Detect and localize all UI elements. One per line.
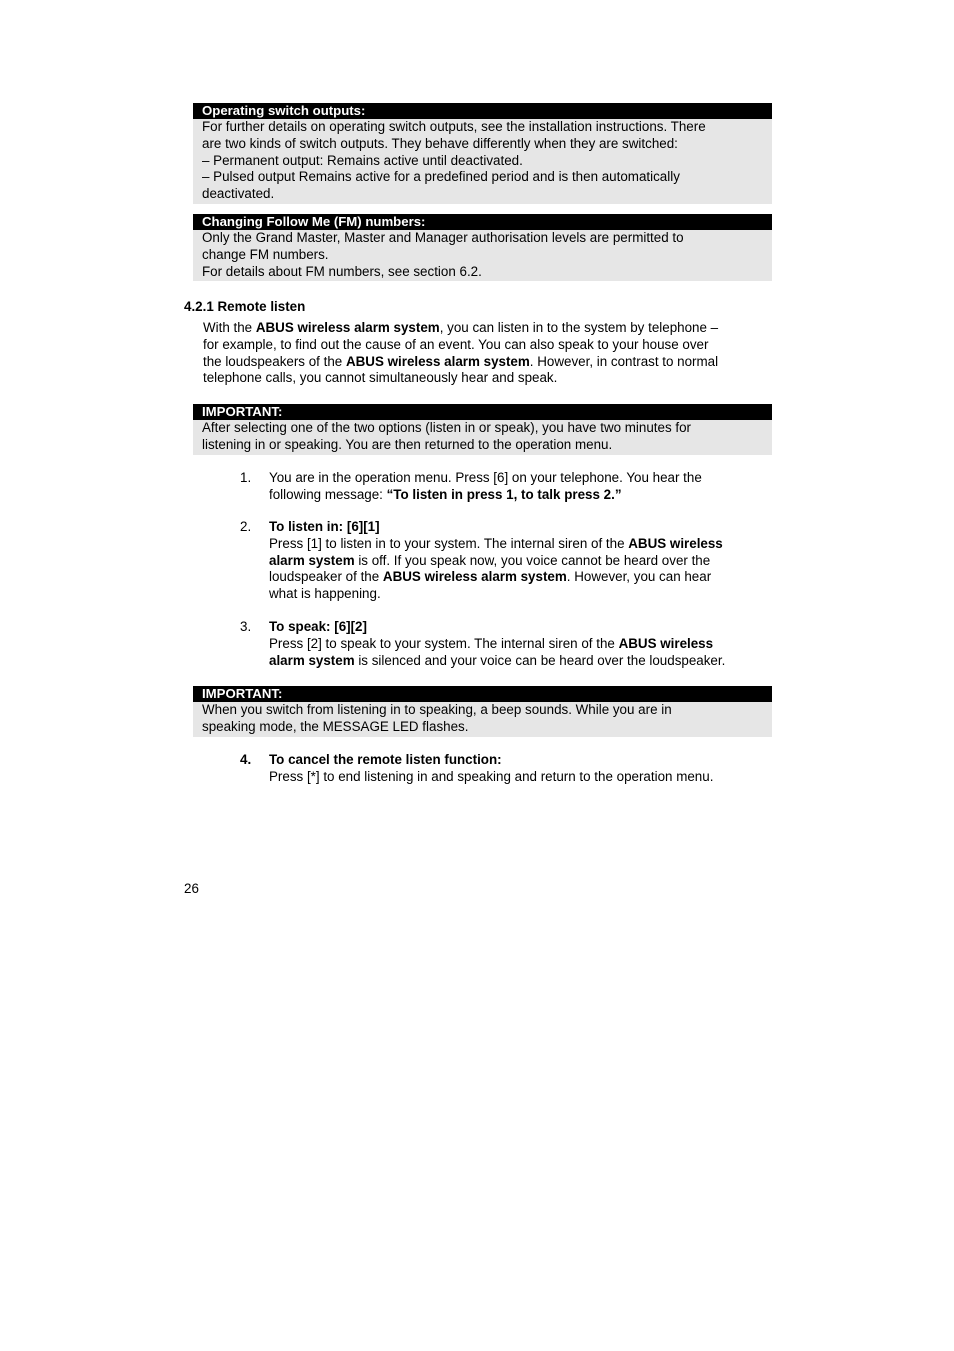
- text-line: speaking mode, the MESSAGE LED flashes.: [202, 718, 469, 734]
- text-run-bold: ABUS wireless: [628, 535, 723, 551]
- note-box-switch-outputs: [193, 103, 772, 204]
- text-line: Only the Grand Master, Master and Manager authorisation levels are permitted to: [202, 230, 684, 245]
- text-line: telephone calls, you cannot simultaneously hear and speak.: [203, 370, 558, 386]
- text-run: Press [1] to listen in to your system. The internal siren of the: [269, 535, 629, 551]
- text-run: . However, in contrast to normal: [529, 353, 719, 369]
- text-run: following message:: [269, 486, 387, 502]
- step-text: [269, 470, 769, 504]
- step-text: [269, 619, 794, 669]
- page-number: 26: [184, 881, 199, 896]
- text-run-bold: ABUS wireless alarm system: [255, 320, 440, 335]
- text-run: the loudspeakers of the: [203, 353, 346, 369]
- text-line: When you switch from listening in to speaking, a beep sounds. While you are in: [202, 702, 672, 717]
- text-run: loudspeaker of the: [269, 569, 383, 585]
- step-number: 4.: [240, 752, 252, 767]
- text-line: [269, 487, 769, 504]
- text-run: is off. If you speak now, you voice cannot be heard over the: [354, 552, 711, 568]
- text-line: For details about FM numbers, see section 6.2.: [202, 263, 482, 279]
- text-line: [269, 553, 769, 570]
- text-run: . However, you can hear: [566, 569, 712, 585]
- note-box-body: [193, 230, 772, 281]
- step-number: 2.: [240, 519, 252, 534]
- text-run: is silenced and your voice can be heard over the loudspeaker.: [354, 652, 726, 668]
- text-run-bold: ABUS wireless alarm system: [345, 353, 530, 369]
- text-line: are two kinds of switch outputs. They behave differently when they are switched:: [202, 135, 678, 151]
- text-line: After selecting one of the two options (listen in or speak), you have two minutes for: [202, 420, 692, 435]
- text-line: – Permanent output: Remains active until deactivated.: [202, 152, 523, 168]
- important-body: [193, 702, 772, 737]
- important-body: [193, 420, 772, 455]
- step-title: To listen in: [6][1]: [269, 519, 380, 534]
- text-line: deactivated.: [202, 186, 275, 202]
- text-run: With the: [203, 320, 256, 335]
- text-line: For further details on operating switch outputs, see the installation instructions. There: [202, 119, 706, 134]
- note-box-title: Changing Follow Me (FM) numbers:: [193, 214, 772, 230]
- text-run: , you can listen in to the system by telephone –: [439, 320, 719, 335]
- important-title: IMPORTANT:: [193, 404, 772, 420]
- intro-paragraph: [203, 320, 768, 387]
- important-title: IMPORTANT:: [193, 686, 772, 702]
- text-line: [203, 320, 768, 337]
- important-box-2: [193, 686, 772, 737]
- text-run-bold: “To listen in press 1, to talk press 2.”: [386, 486, 622, 502]
- important-box-1: [193, 404, 772, 455]
- note-box-title: Operating switch outputs:: [193, 103, 772, 119]
- text-line: [269, 569, 769, 586]
- section-heading: 4.2.1 Remote listen: [184, 299, 306, 314]
- text-run-bold: alarm system: [269, 652, 355, 668]
- step-number: 1.: [240, 470, 252, 485]
- step-text: [269, 519, 769, 603]
- text-line: change FM numbers.: [202, 246, 329, 262]
- text-line: [269, 653, 794, 670]
- text-line: listening in or speaking. You are then returned to the operation menu.: [202, 436, 613, 452]
- text-line: – Pulsed output Remains active for a predefined period and is then automatically: [202, 169, 680, 185]
- step-number: 3.: [240, 619, 252, 634]
- text-line: [269, 536, 769, 553]
- note-box-body: [193, 119, 772, 204]
- step-title: To speak: [6][2]: [269, 619, 367, 634]
- text-line: [203, 354, 768, 371]
- text-run-bold: alarm system: [269, 552, 355, 568]
- text-run-bold: ABUS wireless: [618, 635, 714, 651]
- text-line: [269, 636, 794, 653]
- step-title: To cancel the remote listen function:: [269, 752, 502, 767]
- text-line: Press [*] to end listening in and speaking and return to the operation menu.: [269, 768, 714, 784]
- step-text: [269, 752, 769, 786]
- text-run: Press [2] to speak to your system. The internal siren of the: [269, 635, 619, 651]
- note-box-fm-numbers: [193, 214, 772, 281]
- text-line: for example, to find out the cause of an event. You can also speak to your house over: [203, 336, 709, 352]
- text-run-bold: ABUS wireless alarm system: [382, 569, 567, 585]
- text-line: You are in the operation menu. Press [6] on your telephone. You hear the: [269, 470, 702, 485]
- text-line: what is happening.: [269, 586, 381, 602]
